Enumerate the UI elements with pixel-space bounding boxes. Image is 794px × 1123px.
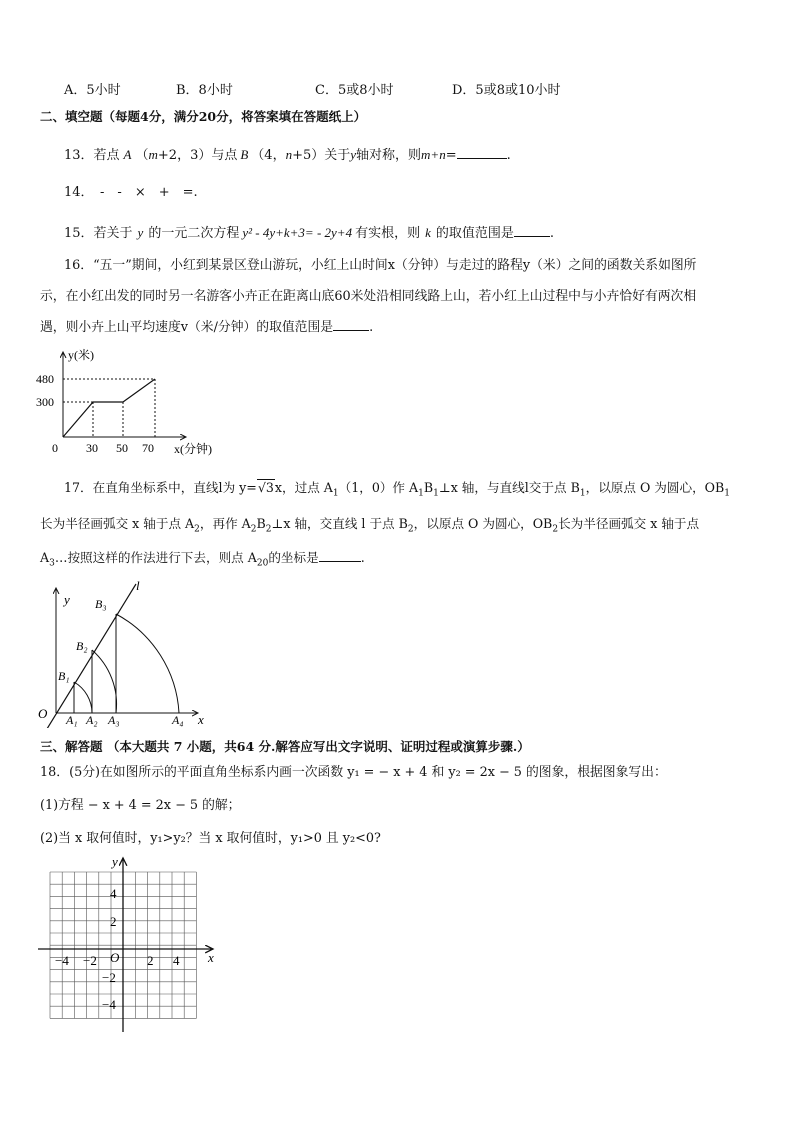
grid18 (36, 854, 226, 1036)
q15-mid3: 的取值范围是 (435, 226, 514, 241)
grid-y-label: y (112, 854, 118, 869)
q13-A: A (123, 147, 132, 162)
q17-line1: 17．在直角坐标系中，直线l为 y=√3x，过点 $A_1(1$，0）作 $A_1B_1\perp x$ 轴，与直线l交于点 $B_1$，以原点 O 为圆心，$OB_1$ (64, 480, 730, 499)
xtick-2: 2 (147, 953, 154, 968)
q13-n: n (285, 147, 293, 162)
q15 (64, 224, 554, 243)
label-A1: A₁ (66, 713, 78, 727)
q13-mn: m+n (421, 147, 446, 162)
label-O: O (38, 706, 48, 721)
label-A2: A₂ (86, 713, 98, 727)
graph16 (30, 340, 240, 462)
q13-blank (457, 146, 507, 159)
xtick-neg4: −4 (55, 953, 69, 968)
sqrt-3: √3 (257, 480, 274, 495)
xtick-0: 0 (52, 441, 58, 455)
q17-l2c: ⊥x 轴，交直线 l 于点 B (271, 516, 408, 531)
q17-l2a: 长为半径画弧交 x 轴于点 A (40, 516, 195, 531)
xtick-neg2: −2 (83, 953, 97, 968)
label-B2: B₂ (76, 639, 88, 653)
q16-line3-text: 遇，则小卉上山平均速度v（米/分钟）的取值范围是 (40, 320, 334, 335)
arc-1 (74, 682, 92, 713)
ytick-300: 300 (36, 395, 54, 409)
q18-line1: 18．(5分)在如图所示的平面直角坐标系内画一次函数 y₁ = − x + 4 和 y₂ = 2x − 5 的图象，根据图象写出： (40, 765, 667, 780)
label-B1: B₁ (58, 669, 70, 683)
option-b: B．8小时 (176, 83, 233, 98)
q17-l3a: A (40, 550, 50, 565)
q15-eq: y² - 4y+k+3= - 2y+4 (242, 225, 353, 240)
q17-l2b: ，再作 A (199, 516, 251, 531)
q13 (64, 146, 511, 165)
q13-eq: = (445, 148, 457, 163)
q18-line3: (2)当 x 取何值时，y₁>y₂？当 x 取何值时，y₁>0 且 y₂<0? (40, 831, 381, 846)
q17-l1b: x，过点 A (274, 480, 333, 495)
q15-end: . (549, 226, 555, 241)
q18-line2: (1)方程 − x + 4 = 2x − 5 的解； (40, 798, 241, 813)
graph16-xlabel: x(分钟) (174, 442, 212, 456)
grid-x-label: x (208, 950, 214, 965)
q16-line3 (40, 318, 373, 337)
ytick-2: 2 (110, 914, 117, 929)
label-l: l (136, 578, 140, 593)
q16-line1: 16．“五一”期间，小红到某景区登山游玩，小红上山时间x（分钟）与走过的路程y（米）之间的函数关系如图所 (64, 258, 697, 273)
q16-blank (333, 318, 369, 331)
q15-mid1: 的一元二次方程 (148, 226, 240, 241)
q13-brest: +5）关于 (292, 148, 351, 163)
option-d: D．5或8或10小时 (452, 83, 561, 98)
xtick-50: 50 (116, 441, 128, 455)
q17-blank (319, 549, 361, 562)
q13-bopen: （4， (251, 148, 286, 163)
q15-y: y (137, 225, 144, 240)
section3-title: 三、解答题 （本大题共 7 小题，共64 分.解答应写出文字说明、证明过程或演算步骤.） (40, 739, 530, 754)
graph17 (32, 578, 222, 728)
arc-2 (92, 650, 117, 713)
label-A4: A₄ (172, 713, 184, 727)
q16-end: . (369, 320, 374, 335)
q13-num: 13．若点 (64, 148, 120, 163)
q17-l1d: ⊥x 轴，与直线l交于点 B (438, 480, 580, 495)
q17-l3c: 的坐标是 (268, 550, 319, 565)
q13-arest: +2，3）与点 (157, 148, 238, 163)
graph16-ylabel: y(米) (68, 348, 94, 362)
xtick-70: 70 (142, 441, 154, 455)
arc-3 (116, 614, 179, 713)
q17-l1e: ，以原点 O 为圆心，OB (585, 480, 725, 495)
q15-k: k (425, 225, 431, 240)
label-B3: B₃ (95, 597, 107, 611)
q15-mid2: 有实根，则 (355, 226, 421, 241)
xtick-4: 4 (173, 953, 180, 968)
label-A3: A₃ (108, 713, 120, 727)
ytick-480: 480 (36, 372, 54, 386)
ytick-4: 4 (110, 886, 117, 901)
q13-y: y (350, 147, 357, 162)
section2-title: 二、填空题（每题4分，满分20分，将答案填在答题纸上） (40, 109, 367, 124)
q17-l2d: ，以原点 O 为圆心，OB (413, 516, 553, 531)
q15-pre: 15．若关于 (64, 226, 133, 241)
grid-origin: O (110, 950, 120, 965)
q13-B: B (240, 147, 249, 162)
q13-open: （ (135, 148, 149, 163)
label-y: y (64, 592, 70, 607)
q17-l1c: （1，0）作 A (338, 480, 419, 495)
q13-m: m (148, 147, 158, 162)
q13-axis: 轴对称，则 (356, 148, 422, 163)
option-c: C．5或8小时 (315, 83, 394, 98)
option-a: A．5小时 (64, 83, 121, 98)
q15-blank (514, 224, 550, 237)
xtick-30: 30 (86, 441, 98, 455)
q17-end: . (360, 550, 365, 565)
sqrt-value: 3 (265, 480, 274, 495)
distance-time-line (63, 379, 155, 437)
q17-line2: 长为半径画弧交 x 轴于点 $A_2$，再作 $A_2B_2\perp x$ 轴，交直线 l 于点 $B_2$，以原点 O 为圆心，$OB_2$长为半径画弧交 x 轴于点 (40, 516, 700, 535)
q16-line2: 示，在小红出发的同时另一名游客小卉正在距离山底60米处沿相同线路上山，若小红上山过程中与小卉恰好有两次相 (40, 289, 697, 304)
q17-l1a: 17．在直角坐标系中，直线l为 y= (64, 480, 257, 495)
label-x: x (198, 712, 204, 727)
ytick-neg2: −2 (102, 970, 116, 985)
q17-line3: $A_3\dots$按照这样的作法进行下去，则点 $A_{20}$的坐标是 . (40, 550, 365, 569)
q13-end: . (506, 148, 511, 163)
ytick-neg4: −4 (102, 997, 116, 1012)
q17-l3b: …按照这样的作法进行下去，则点 A (54, 550, 257, 565)
q14: 14． - - × + =. (64, 185, 198, 200)
q17-l2e: 长为半径画弧交 x 轴于点 (558, 516, 700, 531)
